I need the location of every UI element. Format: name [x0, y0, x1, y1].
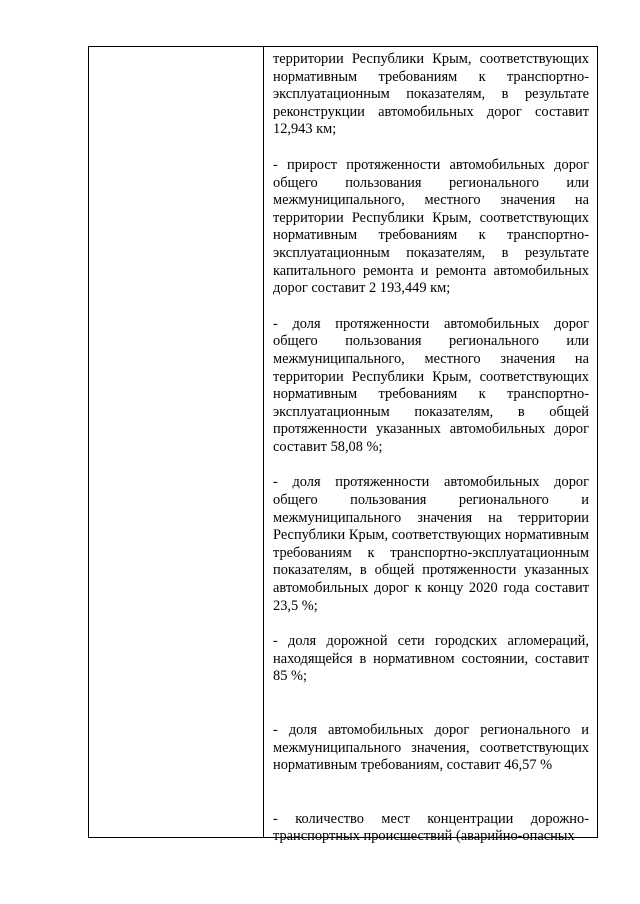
paragraph-regional-roads-share: - доля автомобильных дорог регионального и межмуниципального значения, соответствующих нормативным требованиям, составит 46,57 %	[273, 722, 589, 774]
paragraph-repair-length-growth: - прирост протяженности автомобильных дорог общего пользования регионального или межмуниципального, местного значения на территории Республики Крым, соответствующих нормативным требованиям к транспортно-эксплуатационным показателям, в результате капитального ремонта и ремонта автомобильных дорог составит 2 193,449 км;	[273, 156, 589, 297]
paragraph-agglomeration-share: - доля дорожной сети городских агломераций, находящейся в нормативном состоянии, составит 85 %;	[273, 633, 589, 685]
paragraph-road-share-2020: - доля протяженности автомобильных дорог общего пользования регионального и межмуниципального значения на территории Республики Крым, соответствующих нормативным требованиям к транспортно-эксплуатационным показателям, в общей протяженности указанных автомобильных дорог к концу 2020 года составит 23,5 %;	[273, 474, 589, 614]
paragraph-road-share-58: - доля протяженности автомобильных дорог общего пользования регионального или межмуниципального, местного значения на территории Республики Крым, соответствующих нормативным требованиям к транспортно-эксплуатационным показателям, в общей протяженности указанных автомобильных дорог составит 58,08 %;	[273, 315, 589, 455]
paragraph-accident-locations: - количество мест концентрации дорожно-транспортных происшествий (аварийно-опасных	[273, 810, 589, 845]
table-left-cell	[89, 47, 264, 837]
document-table	[88, 46, 598, 845]
table-right-cell	[264, 47, 597, 845]
paragraph-reconstruction-length: территории Республики Крым, соответствующих нормативным требованиям к транспортно-эксплуатационным показателям, в результате реконструкции автомобильных дорог составит 12,943 км;	[273, 51, 589, 138]
